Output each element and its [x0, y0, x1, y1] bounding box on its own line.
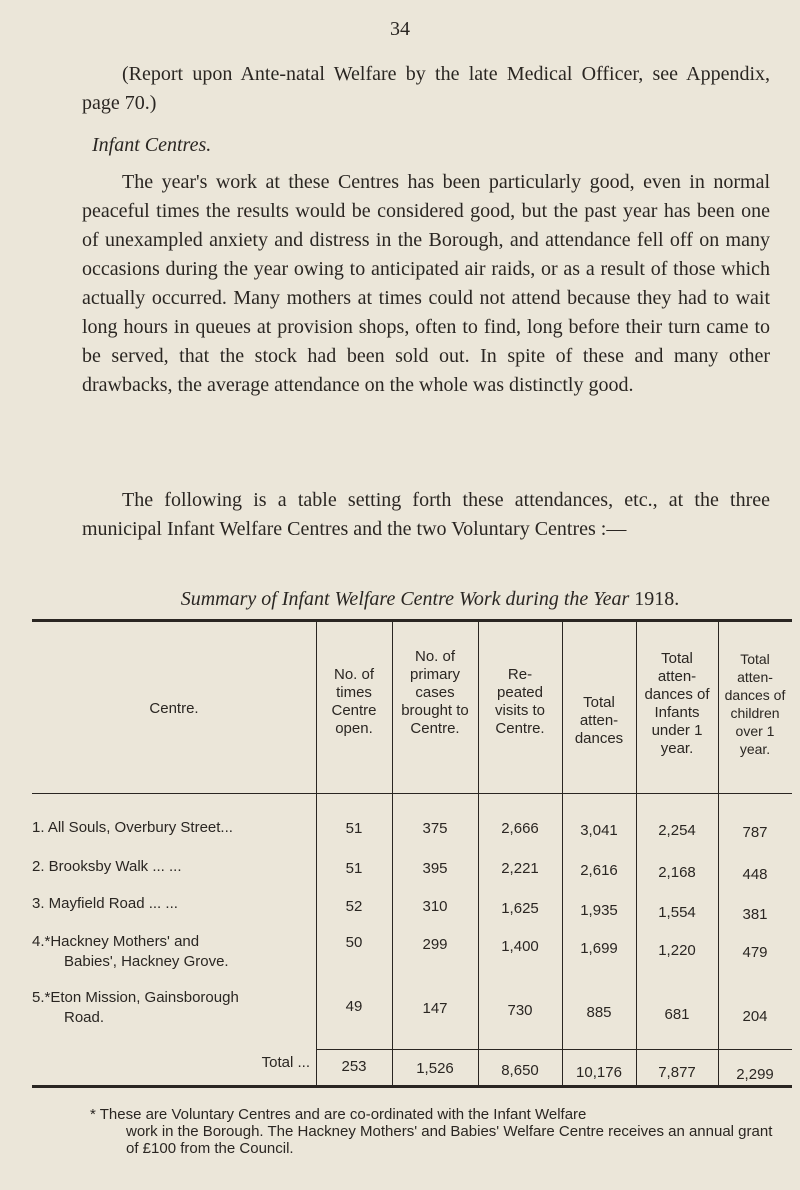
cell-children: 787 [742, 824, 768, 841]
cell-repeated: 1,400 [501, 938, 539, 955]
table-bottom-rule [32, 1085, 792, 1088]
cell-primary: 375 [422, 820, 448, 837]
total-infants: 7,877 [658, 1064, 696, 1081]
cell-open: 52 [345, 898, 363, 915]
cell-children: 479 [742, 944, 768, 961]
total-repeated: 8,650 [501, 1062, 539, 1079]
footnote-line-2: work in the Borough. The Hackney Mothers' and Babies' Welfare Centre receives an annual grant of £100 from the Council. [126, 1123, 773, 1157]
cell-infants: 1,220 [658, 942, 696, 959]
cell-total: 1,935 [580, 902, 618, 919]
total-open: 253 [341, 1058, 367, 1075]
table-caption-year: 1918. [634, 588, 680, 610]
header-primary-cases: No. of primary cases brought to Centre. [401, 648, 469, 737]
cell-children: 448 [742, 866, 768, 883]
cell-open: 51 [345, 820, 363, 837]
body-paragraph-table-intro: The following is a table setting forth these attendances, etc., at the three municipal Infant Welfare Centres and the two Voluntary Centres :— [82, 489, 770, 540]
cell-repeated: 2,221 [501, 860, 539, 877]
cell-total: 2,616 [580, 862, 618, 879]
total-children: 2,299 [736, 1066, 774, 1083]
body-paragraph-infant-centres: The year's work at these Centres has been particularly good, even in normal peaceful times the results would be considered good, but the past year has been one of unexampled anxiety and distress in the Borough, and attendance fell off on many occasions during the year owing to anticipated air raids, or as a result of those which actually occurred. Many mothers at times could not attend because they had to wait long hours in queues at provision shops, often to find, long before their turn came to be served, that the stock had been sold out. In spite of these and many other drawbacks, the average attendance on the whole was distinctly good. [82, 171, 770, 396]
header-total-attendances: Total atten-dances [574, 694, 624, 747]
header-centre: Centre. [149, 700, 199, 717]
section-heading: Infant Centres. [92, 134, 212, 156]
header-times-open: No. of times Centre open. [331, 666, 377, 737]
cell-total: 885 [586, 1004, 612, 1021]
cell-infants: 2,254 [658, 822, 696, 839]
header-children-over-1: Total atten-dances of children over 1 year. [724, 651, 786, 757]
row-centre-name: 3. Mayfield Road ... ... [32, 895, 178, 912]
header-bottom-rule [32, 793, 792, 794]
page-number: 34 [390, 18, 410, 40]
row-centre-name: 1. All Souls, Overbury Street... [32, 819, 233, 836]
header-infants-under-1: Total atten-dances of Infants under 1 year. [644, 650, 710, 757]
cell-open: 49 [345, 998, 363, 1015]
row-centre-name: 4.*Hackney Mothers' and Babies', Hackney Grove. [32, 933, 229, 970]
column-divider [316, 622, 317, 1085]
cell-children: 381 [742, 906, 768, 923]
row-centre-name: 5.*Eton Mission, Gainsborough Road. [32, 989, 239, 1026]
footnote-line-1: * These are Voluntary Centres and are co-ordinated with the Infant Welfare [90, 1106, 587, 1123]
row-centre-name: 2. Brooksby Walk ... ... [32, 858, 182, 875]
cell-total: 1,699 [580, 940, 618, 957]
cell-infants: 2,168 [658, 864, 696, 881]
cell-primary: 395 [422, 860, 448, 877]
cell-infants: 681 [664, 1006, 690, 1023]
footnote [90, 1106, 780, 1157]
appendix-reference: (Report upon Ante-natal Welfare by the late Medical Officer, see Appendix, page 70.) [82, 63, 770, 114]
table-caption-title: Summary of Infant Welfare Centre Work during the Year [180, 588, 630, 610]
total-total: 10,176 [576, 1064, 622, 1081]
cell-children: 204 [742, 1008, 768, 1025]
cell-infants: 1,554 [658, 904, 696, 921]
cell-repeated: 1,625 [501, 900, 539, 917]
cell-primary: 147 [422, 1000, 448, 1017]
cell-repeated: 2,666 [501, 820, 539, 837]
cell-repeated: 730 [507, 1002, 533, 1019]
table-caption [0, 588, 800, 611]
total-top-rule [316, 1049, 792, 1050]
total-primary: 1,526 [416, 1060, 454, 1077]
table-top-rule [32, 619, 792, 622]
cell-open: 51 [345, 860, 363, 877]
header-repeated-visits: Re-peated visits to Centre. [494, 666, 545, 737]
cell-open: 50 [345, 934, 363, 951]
cell-total: 3,041 [580, 822, 618, 839]
cell-primary: 299 [422, 936, 448, 953]
total-label: Total ... [261, 1054, 310, 1071]
cell-primary: 310 [422, 898, 448, 915]
